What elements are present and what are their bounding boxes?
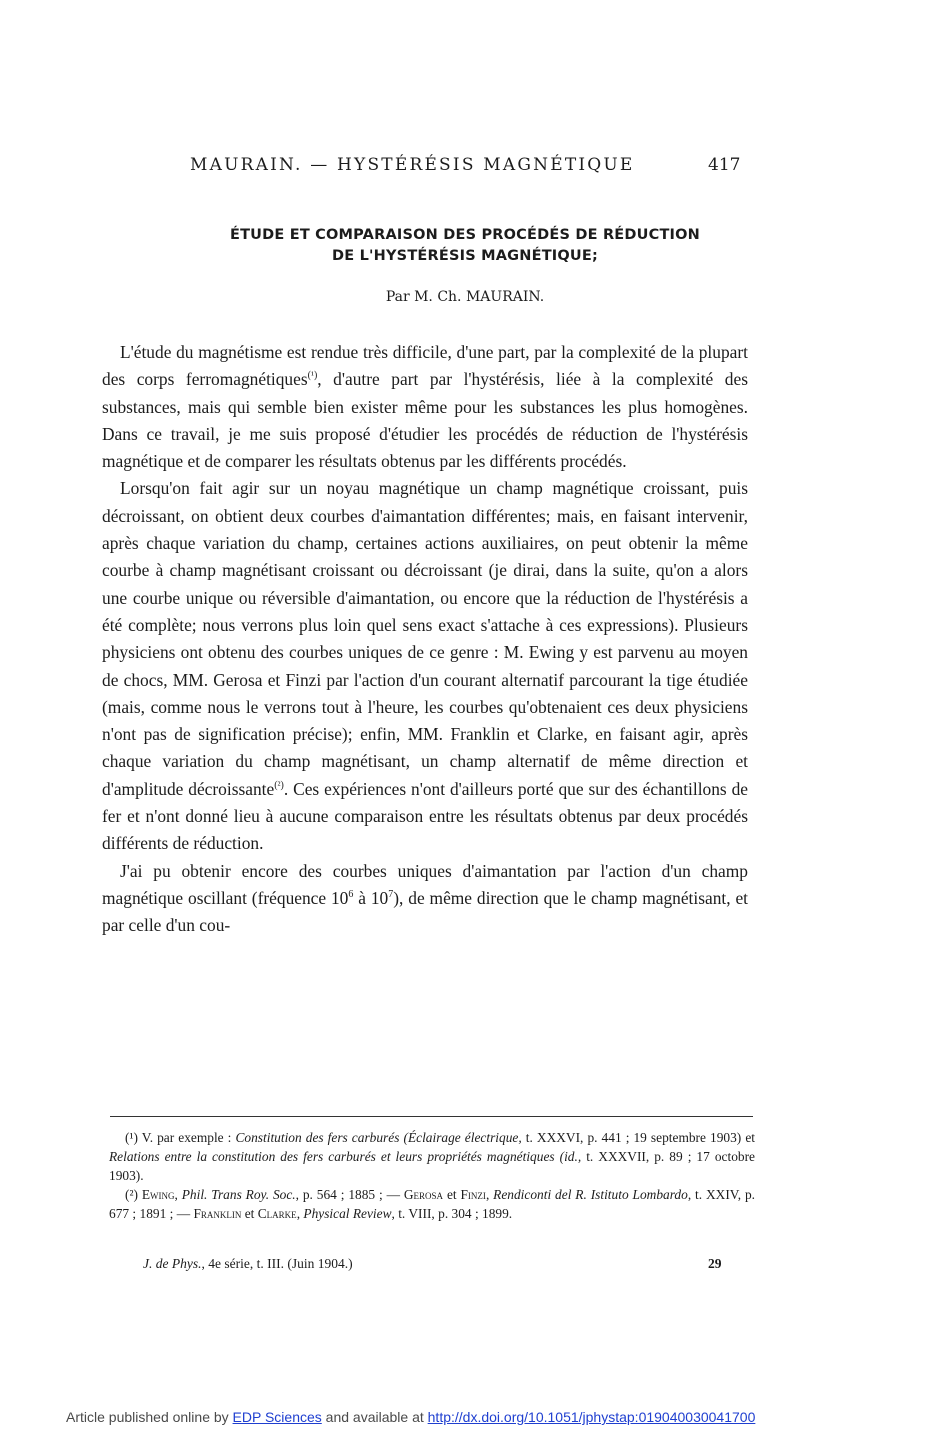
- journal-abbrev: J. de Phys.: [143, 1256, 202, 1271]
- footnote-1-ref: (¹) V. par exemple :: [125, 1130, 236, 1145]
- page-number: 417: [708, 155, 741, 175]
- paragraph-3: [102, 858, 748, 940]
- footnote-divider: [110, 1116, 753, 1117]
- footnote-2-text-4: ,: [485, 1187, 494, 1202]
- footnote-1-text-3: t. XXXVII, p. 89 ; 17 octobre 1903).: [109, 1149, 755, 1183]
- footnote-1: [109, 1128, 755, 1185]
- paragraph-3-text-b: à 10: [353, 887, 389, 908]
- footnote-2-text-6: et: [241, 1206, 258, 1221]
- paragraph-2-text-b: . Ces expériences n'ont d'ailleurs porté que sur des échantillons de fer et n'ont donné lieu à aucune comparaison entre les résultats obtenus par deux procédés différents de réduction.: [102, 778, 748, 854]
- journal-reference: [143, 1256, 353, 1272]
- footnote-1-italic-1: Constitution des fers carburés (Éclairage électrique,: [235, 1130, 522, 1145]
- running-head: MAURAIN. — HYSTÉRÉSIS MAGNÉTIQUE: [190, 155, 635, 175]
- paragraph-1-text-b: , d'autre part par l'hystérésis, liée à la complexité des substances, mais qui semble bien exister même pour les substances les plus homogènes. Dans ce travail, je me suis proposé d'étudier les procédés de réduction de l'hystérésis magnétique et de comparer les résultats obtenus par les différents procédés.: [102, 369, 748, 472]
- footnote-2: [109, 1185, 755, 1223]
- footnote-2-text-5: , t. XXIV, p. 677 ; 1891 ; —: [109, 1187, 756, 1221]
- paragraph-3-text-c: ), de même direction que le champ magnétisant, et par celle d'un cou-: [102, 887, 748, 936]
- footnote-1-italic-2: Relations entre la constitution des fers carburés et leurs propriétés magnétiques (id.,: [109, 1149, 582, 1164]
- footnote-2-text-1: ,: [174, 1187, 182, 1202]
- publisher-banner: [66, 1409, 755, 1425]
- footnote-2-text-7: ,: [296, 1206, 304, 1221]
- footnote-1-text-2: t. XXXVI, p. 441 ; 19 septembre 1903) et: [521, 1130, 755, 1145]
- footnote-2-author-ewing: Ewing: [141, 1187, 175, 1202]
- paragraph-3-text-a: J'ai pu obtenir encore des courbes uniques d'aimantation par l'action d'un champ magnétique oscillant (fréquence 10: [102, 860, 748, 908]
- banner-prefix: Article published online by: [66, 1409, 233, 1425]
- body-text: [102, 339, 748, 940]
- paragraph-2-text-a: Lorsqu'on fait agir sur un noyau magnétique un champ magnétique croissant, puis décroissant, on obtient deux courbes d'aimantation différentes; mais, en faisant intervenir, après chaque variation du champ, certaines actions auxiliaires, on peut obtenir la même courbe à champ magnétisant croissant ou décroissant (je dirai, dans la suite, qu'on a alors une courbe unique ou réversible d'aimantation, ou encore que la réduction de l'hystérésis a été complète; nous verrons plus loin quel sens exact s'attache à ces expressions). Plusieurs physiciens ont obtenu des courbes uniques de ce genre : M. Ewing y est parvenu au moyen de chocs, MM. Gerosa et Finzi par l'action d'un courant alternatif parcourant la tige étudiée (mais, comme nous le verrons tout à l'heure, les courbes qu'obtenaient ces deux physiciens n'ont pas de signification précise); enfin, MM. Franklin et Clarke, en faisant agir, après chaque variation du champ magnétisant, un champ alternatif de même direction et d'amplitude décroissante: [102, 478, 748, 799]
- journal-issue: , 4e série, t. III. (Juin 1904.): [201, 1256, 353, 1271]
- footnotes: [109, 1128, 755, 1223]
- exponent-7: 7: [388, 889, 394, 901]
- footnote-ref-1: (¹): [307, 370, 318, 382]
- footnote-2-text-3: et: [443, 1187, 461, 1202]
- footnote-2-journal-1: Phil. Trans Roy. Soc.: [181, 1187, 296, 1202]
- doi-link[interactable]: http://dx.doi.org/10.1051/jphystap:019040030041700: [427, 1409, 756, 1425]
- footnote-2-journal-2: Rendiconti del R. Istituto Lombardo: [493, 1187, 688, 1202]
- author-line: Par M. Ch. MAURAIN.: [385, 289, 545, 305]
- paragraph-1-text-a: L'étude du magnétisme est rendue très difficile, d'une part, par la complexité de la plupart des corps ferromagnétiques: [102, 342, 748, 390]
- footnote-2-text-8: , t. VIII, p. 304 ; 1899.: [391, 1206, 513, 1221]
- title-line-1: ÉTUDE ET COMPARAISON DES PROCÉDÉS DE RÉDUCTION: [229, 227, 701, 243]
- signature-mark: 29: [708, 1256, 722, 1271]
- footnote-ref-2: (²): [274, 779, 284, 791]
- footnote-2-author-finzi: Finzi: [460, 1187, 486, 1202]
- footnote-2-author-franklin: Franklin: [193, 1206, 242, 1221]
- publisher-link[interactable]: EDP Sciences: [232, 1409, 322, 1425]
- footnote-2-text-2: , p. 564 ; 1885 ; —: [295, 1187, 404, 1202]
- banner-middle: and available at: [321, 1409, 428, 1425]
- footnote-2-author-clarke: Clarke: [257, 1206, 297, 1221]
- paragraph-1: [102, 339, 748, 475]
- paragraph-2: [102, 475, 748, 857]
- footnote-2-ref: (²): [125, 1187, 142, 1202]
- exponent-6: 6: [348, 889, 354, 901]
- title-line-2: DE L'HYSTÉRÉSIS MAGNÉTIQUE;: [331, 248, 599, 264]
- footnote-2-author-gerosa: Gerosa: [403, 1187, 444, 1202]
- footnote-2-journal-3: Physical Review: [303, 1206, 392, 1221]
- article-title: [100, 225, 830, 267]
